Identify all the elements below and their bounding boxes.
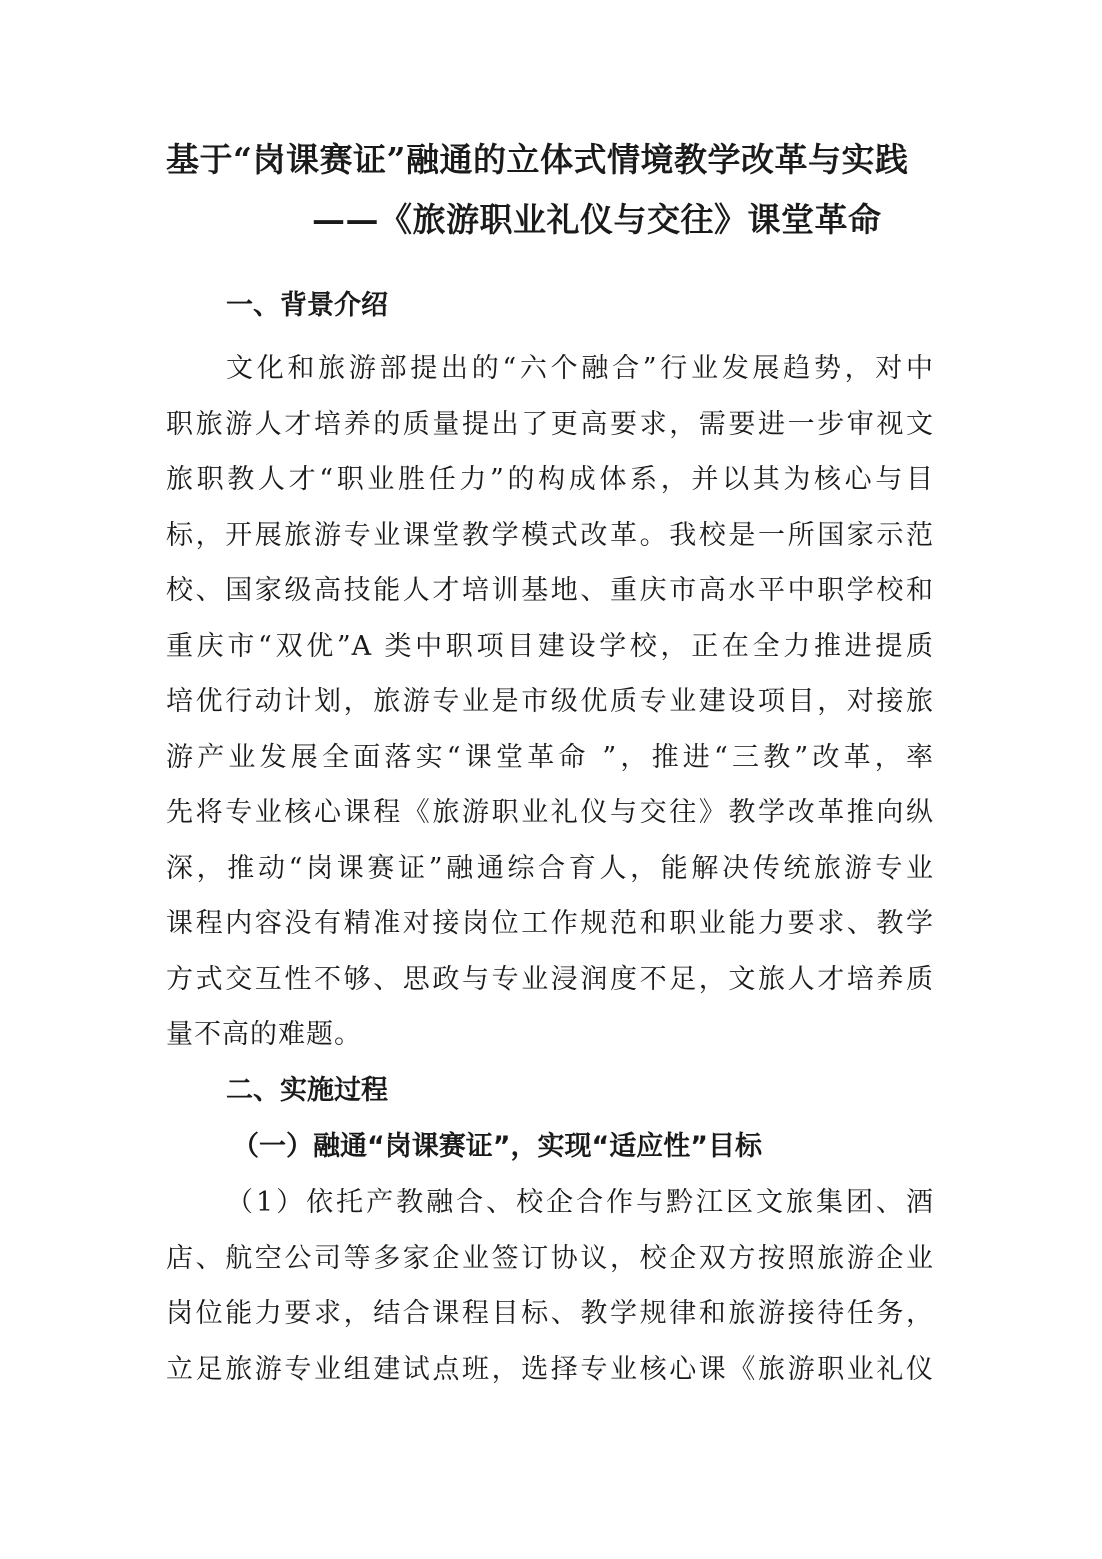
paragraph-line: （1）依托产教融合、校企合作与黔江区文旅集团、酒	[226, 1187, 934, 1218]
paragraph-line: 旅职教人才“职业胜任力”的构成体系，并以其为核心与目	[166, 464, 934, 495]
paragraph-line: 职旅游人才培养的质量提出了更高要求，需要进一步审视文	[166, 408, 934, 440]
paragraph-background	[166, 341, 934, 1063]
paragraph-line: 店、航空公司等多家企业签订协议，校企双方按照旅游企业	[166, 1242, 934, 1274]
section-heading-background: 一、背景介绍	[226, 290, 388, 321]
paragraph-line: 立足旅游专业组建试点班，选择专业核心课《旅游职业礼仪	[166, 1353, 934, 1385]
document-title: 基于“岗课赛证”融通的立体式情境教学改革与实践	[166, 140, 909, 179]
paragraph-line: 重庆市“双优”A 类中职项目建设学校，正在全力推进提质	[166, 630, 934, 662]
section-heading-implementation: 二、实施过程	[226, 1075, 388, 1106]
paragraph-line: 游产业发展全面落实“课堂革命 ”，推进“三教”改革，率	[166, 741, 934, 773]
paragraph-line: 量不高的难题。	[166, 1019, 362, 1050]
document-subtitle: ——《旅游职业礼仪与交往》课堂革命	[312, 200, 882, 239]
paragraph-line: 校、国家级高技能人才培训基地、重庆市高水平中职学校和	[166, 575, 934, 606]
subsection-heading: （一）融通“岗课赛证”，实现“适应性”目标	[232, 1131, 762, 1162]
paragraph-line: 深，推动“岗课赛证”融通综合育人，能解决传统旅游专业	[166, 852, 934, 884]
paragraph-line: 文化和旅游部提出的“六个融合”行业发展趋势，对中	[226, 353, 934, 384]
paragraph-line: 标，开展旅游专业课堂教学模式改革。我校是一所国家示范	[166, 519, 934, 551]
paragraph-line: 先将专业核心课程《旅游职业礼仪与交往》教学改革推向纵	[166, 797, 934, 828]
paragraph-line: 培优行动计划，旅游专业是市级优质专业建设项目，对接旅	[166, 686, 934, 717]
paragraph-line: 方式交互性不够、思政与专业浸润度不足，文旅人才培养质	[166, 963, 934, 995]
paragraph-implementation	[166, 1175, 934, 1397]
paragraph-line: 岗位能力要求，结合课程目标、教学规律和旅游接待任务，	[166, 1298, 934, 1329]
paragraph-line: 课程内容没有精准对接岗位工作规范和职业能力要求、教学	[166, 908, 934, 939]
